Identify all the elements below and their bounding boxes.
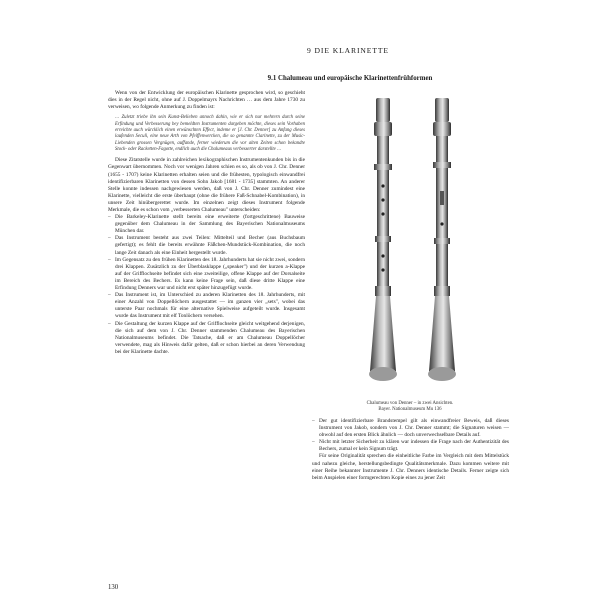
section-heading: 9.1 Chalumeau und europäische Klarinettenfrühformen <box>267 75 433 82</box>
chalumeau-photo <box>330 96 490 396</box>
list-item: – Nicht mit letzter Sicherheit zu klären war indessen die Frage nach der Authentizität des Bechers, zumal er kein Signum trägt. <box>312 439 509 453</box>
feature-list <box>108 214 305 356</box>
list-item: – Die Barkeley-Klarinette stellt bereits eine erweiterte (fortgeschrittene) Bauweise gegenüber dem Chalumeau in der Sammlung des Bayerischen Nationalmuseums München dar. <box>108 214 305 235</box>
left-column <box>108 90 305 356</box>
chapter-heading: 9 DIE KLARINETTE <box>307 46 389 55</box>
right-column <box>312 418 509 482</box>
intro-paragraph: Wenn von der Entwicklung der europäischen Klarinette gesprochen wird, so geschieht dies in der Regel nicht, ohne auf J. Doppelmayrs Nachrichten … aus dem Jahre 1730 zu verweisen, wo folgende Anmerkung zu finden ist: <box>108 90 305 111</box>
caption-line: Bayer. Nationalmuseum Mu 136 <box>378 407 442 413</box>
body-paragraph: Diese Zitatstelle wurde in zahlreichen lexikographischen Instrumentenkunden bis in die Gegenwart übernommen. Noch vor wenigen Jahren schien es so, als ob von J. Chr. Denner (1655 - 1707) keine Klarinetten erhalten seien und die frühesten, typologisch einwandfrei identifizierbaren Klarinetten von dessen Sohn Jakob [1681 - 1735] stammten. An anderer Stelle konnte indessen nachgewiesen werden, daß von J. Chr. Denner zumindest eine Klarinette, vielleicht die erste überhaupt (ohne die frühere Faß-Schnabel-Kombination), in unsere Zeit hinübergerettet wurde. Im einzelnen zeigt dieses Instrument folgende Merkmale, die es schon vom „verbesserten Chalumeau" unterscheiden: <box>108 157 305 213</box>
page-number: 130 <box>108 584 119 591</box>
photo-caption <box>330 401 490 414</box>
quote-text: … Zuletzt triebe ihn sein Kunst-Belieben annoch dahin, wie er sich nur mehrern durch seine Erfindung und Verbesserung bey bemeldten Instrumenten dargeben möchte, dieses sein Vorhaben erreichte auch würcklich einen erwünschten Effect, indeme er [J. Chr. Denner] zu Anfang dieses laufenden Seculi, eine neue Arth von Pfeiffenwercken, die so genannte Clarinette, zu der Music-Liebenden grossen Vergnügen, auffande, ferner wiederum die vor alten Zeiten schon bekandte Stock- oder Racketten-Fagotte, endlich auch die Chalumeaux verbesserter darstellte … <box>115 115 305 152</box>
caption-line: Chalumeau von Denner – in zwei Ansichten. <box>366 401 454 406</box>
block-quote <box>115 115 305 153</box>
list-item: – Die Gestaltung der kurzen Klappe auf der Grifflochseite gleicht weitgehend derjenigen, die sich auf dem von J. Chr. Denner stammenden Chalumeau des Bayerischen Nationalmuseums befindet. Die Tatsache, daß er am Chalumeau Doppellöcher verwendete, mag als Hinweis dafür gelten, daß er schon hierbei an deren Verwendung bei der Klarinette dachte. <box>108 321 305 356</box>
list-item: – Im Gegensatz zu den frühen Klarinetten des 18. Jahrhunderts hat sie nicht zwei, sondern drei Klappen. Zusätzlich zu der Überblasklappe („speaker") und der kurzen a-Klappe auf der Grifflochseite befindet sich eine zweiteilige, offene Klappe auf der Dorsalseite im Bereich des Bechers. Es kann keine Frage sein, daß diese dritte Klappe eine Erfindung Denners war und nicht erst später hinzugefügt wurde. <box>108 257 305 292</box>
feature-list-continued <box>312 418 509 453</box>
instrument-view-front <box>369 98 397 381</box>
list-item: – Das Instrument besteht aus zwei Teilen: Mittelteil und Becher (aus Buchsbaum gefertigt); es fehlt die bereits erwähnte Fäßchen-Mundstück-Kombination, die noch lange Zeit danach als eine Einheit hergestellt wurde. <box>108 235 305 256</box>
body-paragraph: Für seine Originalität sprechen die einheitliche Farbe im Vergleich mit dem Mittelstück und nahezu gleiche, herstellungsbedingte Qualitätsmerkmale. Dazu kommen weitere mit einer Reihe bekannter Instrumente J. Chr. Denners identische Details. Ferner zeigte sich beim Anspielen einer formgerechten Kopie eines zu jener Zeit <box>312 453 509 481</box>
instrument-view-side <box>428 98 456 381</box>
list-item: – Das Instrument ist, im Unterschied zu anderen Klarinetten des 18. Jahrhunderts, mit einer Anzahl von Doppellöchern ausgestattet — im ganzen vier „sets", wobei das unterste Paar nochmals für eine alternative Spielweise aufgeteilt wurde. Insgesamt wurde das Instrument mit elf Tonlöchern versehen. <box>108 292 305 320</box>
chalumeau-illustration <box>330 96 490 396</box>
list-item: – Der gut identifizierbare Brandstempel gilt als einwandfreier Beweis, daß dieses Instrument von Jakob, sondern von J. Chr. Denner stammt; die Signaturen weisen — obwohl auf den ersten Blick ähnlich — doch unverwechselbare Details auf. <box>312 418 509 439</box>
